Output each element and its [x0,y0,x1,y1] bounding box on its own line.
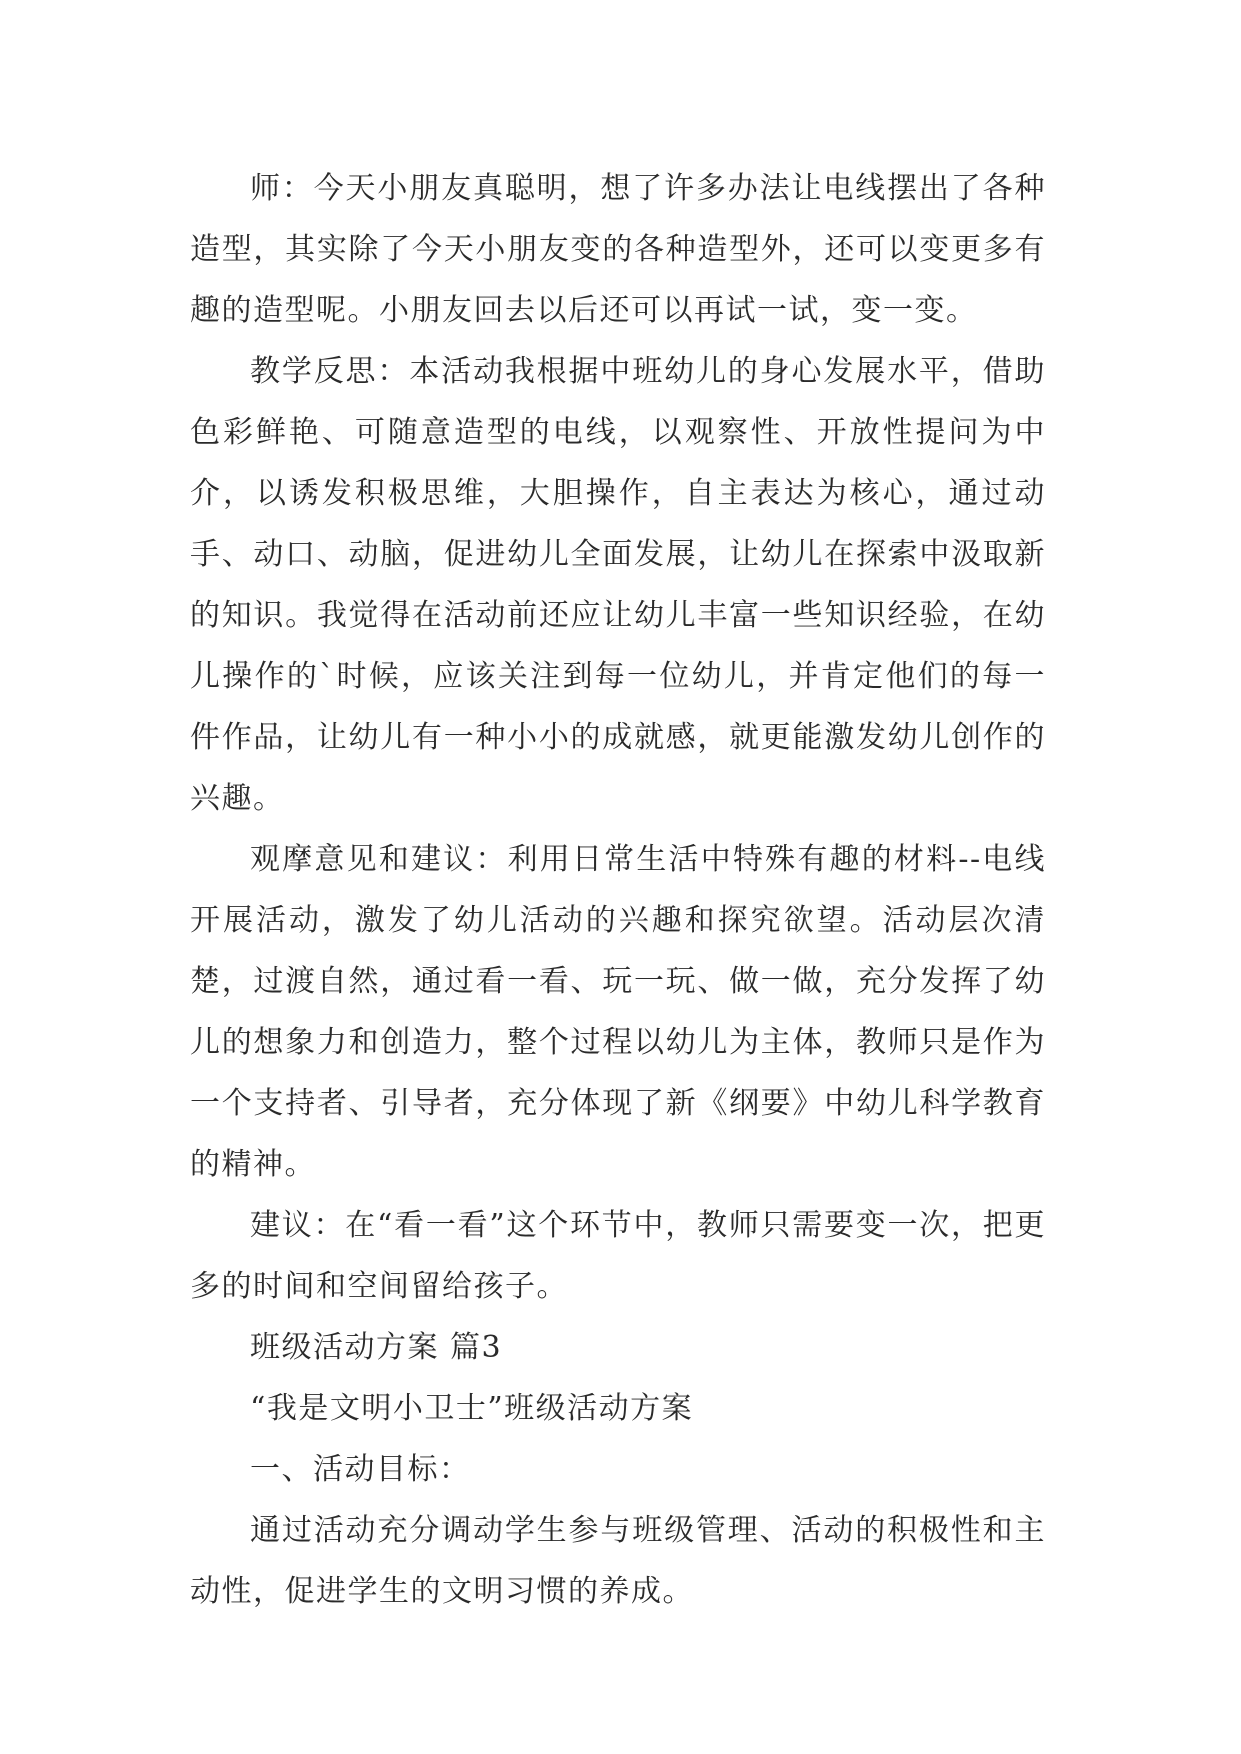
paragraph-observation-feedback: 观摩意见和建议：利用日常生活中特殊有趣的材料--电线开展活动，激发了幼儿活动的兴趣和探究欲望。活动层次清楚，过渡自然，通过看一看、玩一玩、做一做，充分发挥了幼儿的想象力和创造力，整个过程以幼儿为主体，教师只是作为一个支持者、引导者，充分体现了新《纲要》中幼儿科学教育的精神。 [190,842,1046,1182]
paragraph-goals: 通过活动充分调动学生参与班级管理、活动的积极性和主动性，促进学生的文明习惯的养成。 [190,1513,1046,1609]
document-body [190,158,1046,1622]
section-heading-plan-3: 班级活动方案 篇3 [250,1330,503,1365]
plan-title: “我是文明小卫士”班级活动方案 [250,1391,694,1426]
paragraph-teacher-summary: 师：今天小朋友真聪明，想了许多办法让电线摆出了各种造型，其实除了今天小朋友变的各种造型外，还可以变更多有趣的造型呢。小朋友回去以后还可以再试一试，变一变。 [190,171,1046,328]
paragraph-suggestion: 建议：在“看一看”这个环节中，教师只需要变一次，把更多的时间和空间留给孩子。 [190,1208,1046,1304]
section-heading-goals: 一、活动目标： [250,1452,471,1487]
paragraph-teaching-reflection: 教学反思：本活动我根据中班幼儿的身心发展水平，借助色彩鲜艳、可随意造型的电线，以观察性、开放性提问为中介，以诱发积极思维，大胆操作，自主表达为核心，通过动手、动口、动脑，促进幼儿全面发展，让幼儿在探索中汲取新的知识。我觉得在活动前还应让幼儿丰富一些知识经验，在幼儿操作的`时候，应该关注到每一位幼儿，并肯定他们的每一件作品，让幼儿有一种小小的成就感，就更能激发幼儿创作的兴趣。 [190,354,1046,816]
